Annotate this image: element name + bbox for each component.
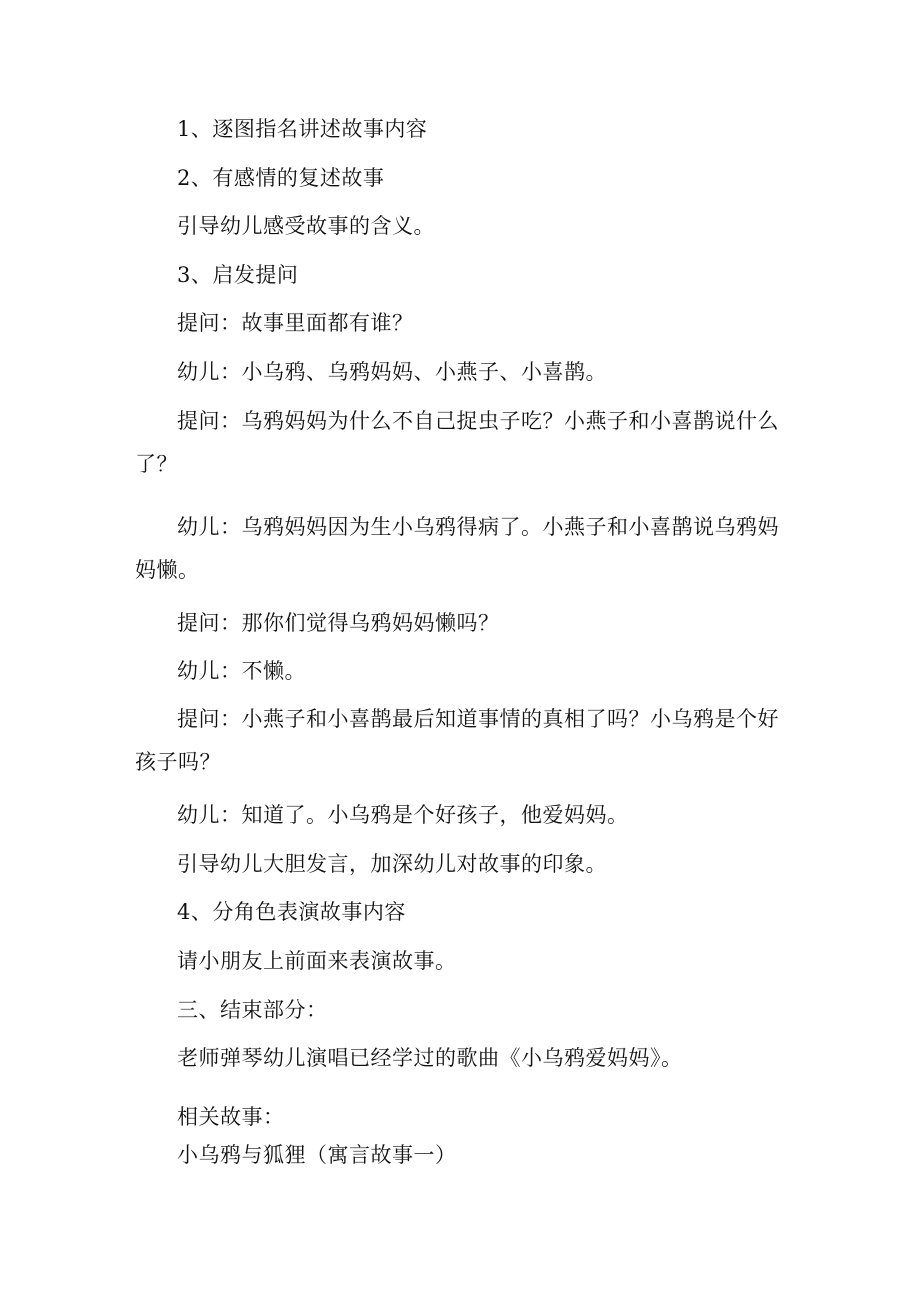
paragraph: 幼儿：乌鸦妈妈因为生小乌鸦得病了。小燕子和小喜鹊说乌鸦妈妈懒。 [135,515,779,582]
paragraph: 老师弹琴幼儿演唱已经学过的歌曲《小乌鸦爱妈妈》。 [177,1046,683,1070]
paragraph: 提问：乌鸦妈妈为什么不自己捉虫子吃？小燕子和小喜鹊说什么了？ [135,409,779,476]
paragraph: 幼儿：小乌鸦、乌鸦妈妈、小燕子、小喜鹊。 [177,360,607,384]
paragraph: 小乌鸦与狐狸（寓言故事一） [177,1143,457,1167]
paragraph: 4、分角色表演故事内容 [177,900,406,924]
paragraph: 3、启发提问 [177,263,299,287]
paragraph: 引导幼儿大胆发言，加深幼儿对故事的印象。 [177,852,607,876]
paragraph: 提问：小燕子和小喜鹊最后知道事情的真相了吗？小乌鸦是个好孩子吗？ [135,707,779,774]
paragraph: 请小朋友上前面来表演故事。 [177,949,457,973]
paragraph: 2、有感情的复述故事 [177,166,385,190]
paragraph: 引导幼儿感受故事的含义。 [177,214,435,238]
paragraph: 幼儿：知道了。小乌鸦是个好孩子，他爱妈妈。 [177,803,629,827]
paragraph: 1、逐图指名讲述故事内容 [177,117,428,141]
paragraph: 三、结束部分： [177,998,328,1022]
paragraph: 幼儿：不懒。 [177,659,306,683]
paragraph: 相关故事： [177,1105,285,1129]
paragraph: 提问：故事里面都有谁？ [177,311,414,335]
paragraph: 提问：那你们觉得乌鸦妈妈懒吗？ [177,611,500,635]
